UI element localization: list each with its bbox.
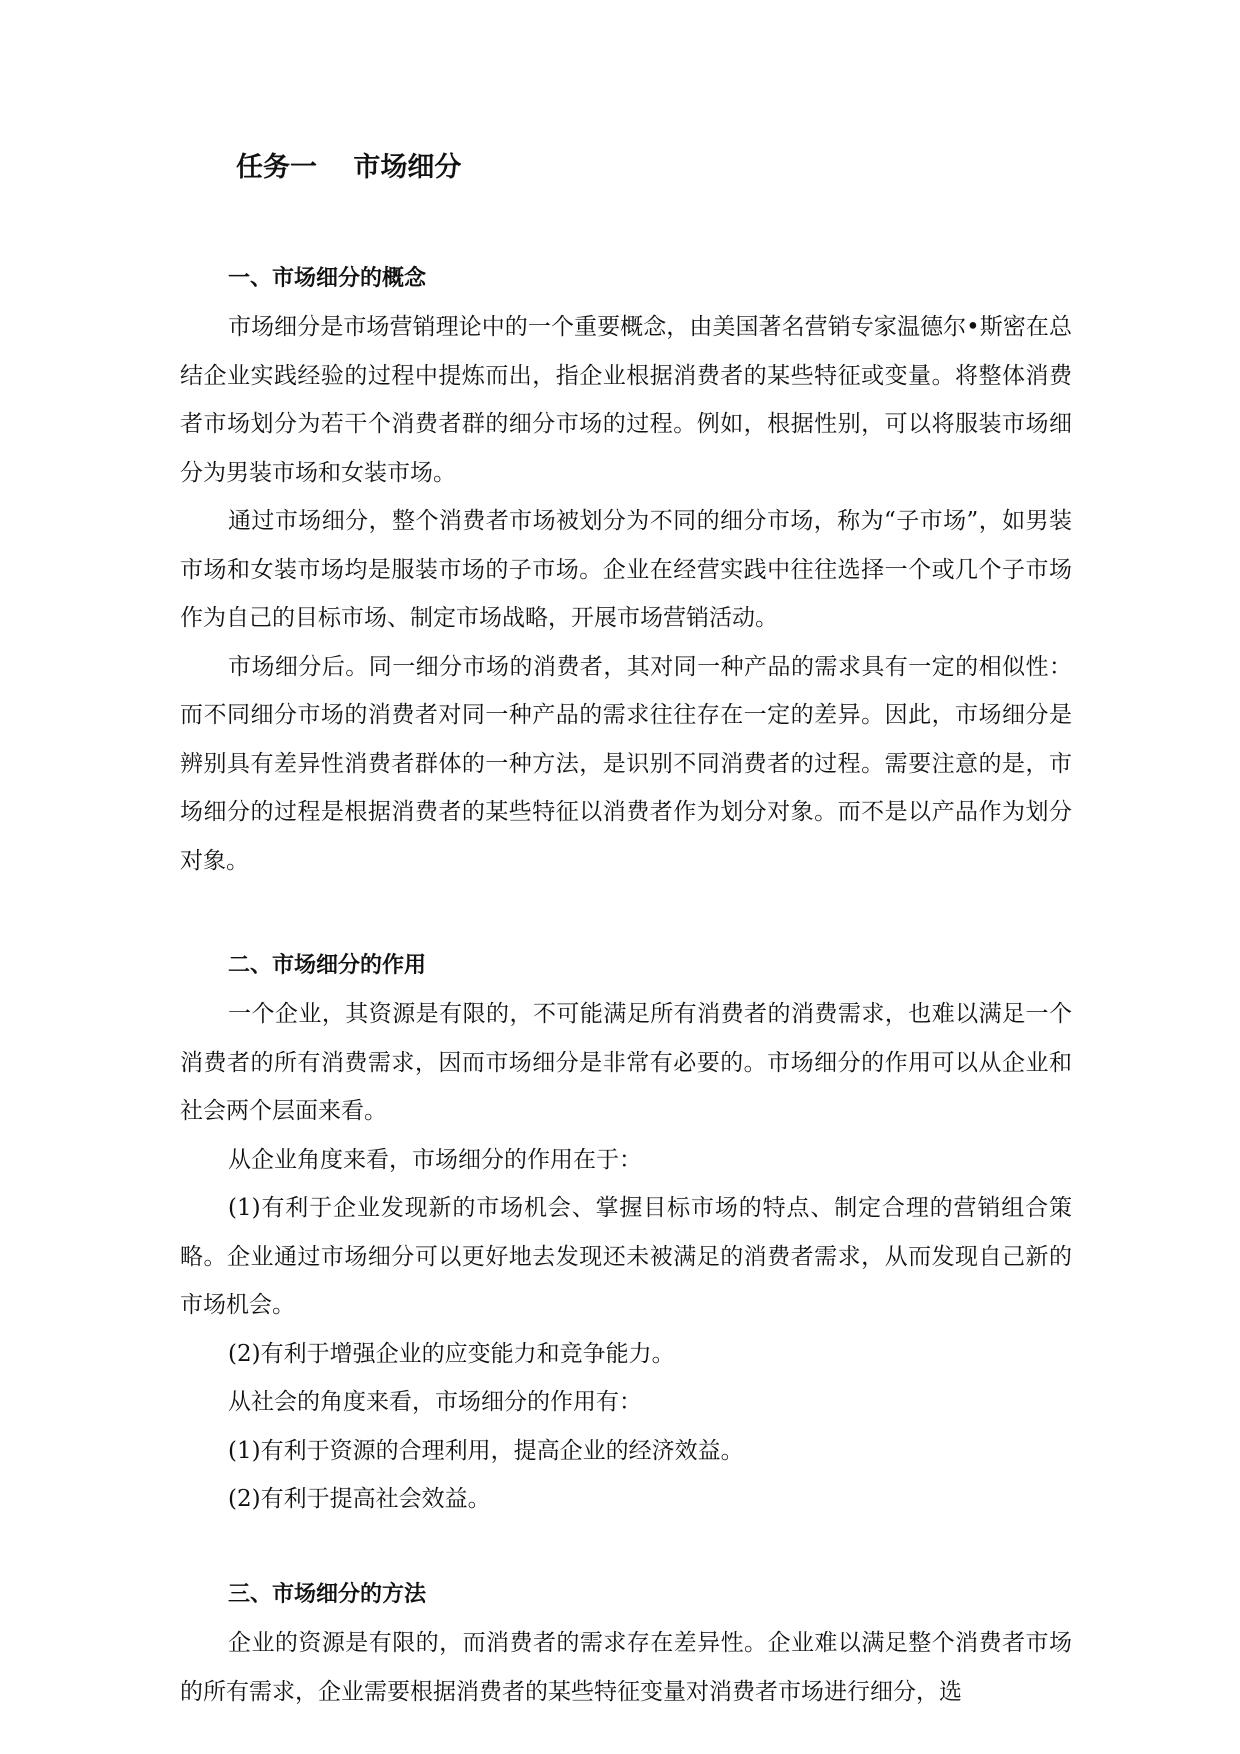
paragraph: 市场细分后。同一细分市场的消费者，其对同一种产品的需求具有一定的相似性：而不同细分市场的消费者对同一种产品的需求往往存在一定的差异。因此，市场细分是辨别具有差异性消费者群体的一种方法，是识别不同消费者的过程。需要注意的是，市场细分的过程是根据消费者的某些特征以消费者作为划分对象。而不是以产品作为划分对象。 xyxy=(180,653,1072,874)
paragraph: 从企业角度来看，市场细分的作用在于： xyxy=(228,1146,642,1173)
paragraph: 企业的资源是有限的，而消费者的需求存在差异性。企业难以满足整个消费者市场的所有需求，企业需要根据消费者的某些特征变量对消费者市场进行细分，选 xyxy=(180,1630,1072,1705)
paragraph: 从社会的角度来看，市场细分的作用有： xyxy=(228,1389,642,1415)
paragraph: (2)有利于提高社会效益。 xyxy=(228,1486,491,1512)
section-function xyxy=(180,942,1072,1524)
paragraph: (2)有利于增强企业的应变能力和竞争能力。 xyxy=(228,1340,675,1367)
section-heading: 二、市场细分的作用 xyxy=(228,953,427,978)
section-heading: 三、市场细分的方法 xyxy=(228,1582,427,1607)
paragraph: (1)有利于资源的合理利用，提高企业的经济效益。 xyxy=(228,1437,744,1464)
section-concept xyxy=(180,255,1072,885)
paragraph: 市场细分是市场营销理论中的一个重要概念，由美国著名营销专家温德尔•斯密在总结企业实践经验的过程中提炼而出，指企业根据消费者的某些特征或变量。将整体消费者市场划分为若干个消费者群的细分市场的过程。例如，根据性别，可以将服装市场细分为男装市场和女装市场。 xyxy=(180,314,1072,486)
page-title: 任务一 市场细分 xyxy=(236,152,462,183)
section-method xyxy=(180,1571,1072,1716)
paragraph: 一个企业，其资源是有限的，不可能满足所有消费者的消费需求，也难以满足一个消费者的所有消费需求，因而市场细分是非常有必要的。市场细分的作用可以从企业和社会两个层面来看。 xyxy=(180,1001,1072,1124)
paragraph: (1)有利于企业发现新的市场机会、掌握目标市场的特点、制定合理的营销组合策略。企业通过市场细分可以更好地去发现还未被满足的消费者需求，从而发现自己新的市场机会。 xyxy=(180,1195,1072,1318)
paragraph: 通过市场细分，整个消费者市场被划分为不同的细分市场，称为“子市场”，如男装市场和女装市场均是服装市场的子市场。企业在经营实践中往往选择一个或几个子市场作为自己的目标市场、制定市场战略，开展市场营销活动。 xyxy=(180,508,1072,631)
section-heading: 一、市场细分的概念 xyxy=(228,266,427,291)
